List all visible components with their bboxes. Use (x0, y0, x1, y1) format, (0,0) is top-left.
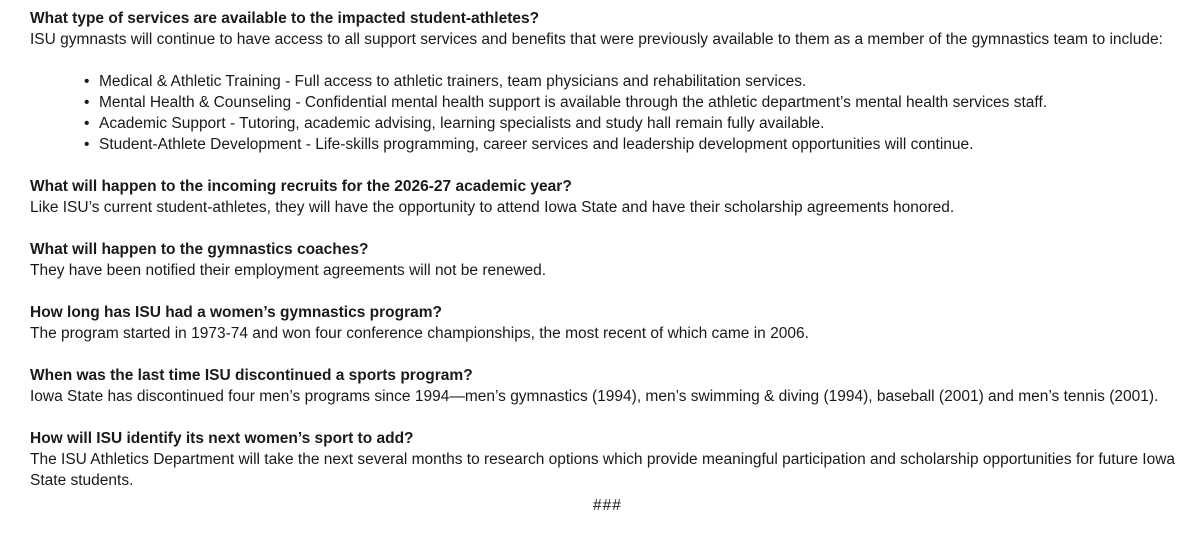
answer-next-sport: The ISU Athletics Department will take the next several months to research options which provide meaningful participation and scholarship opportunities for future Iowa State students. (30, 451, 1176, 489)
faq-item-next-sport (30, 428, 1200, 491)
list-item (84, 134, 1200, 155)
list-item (84, 92, 1200, 113)
bullet-icon: • (84, 136, 90, 153)
list-item (84, 71, 1200, 92)
answer-services: ISU gymnasts will continue to have access to all support services and benefits that were previously available to them as a member of the gymnastics team to include: (30, 31, 1163, 48)
answer-recruits: Like ISU’s current student-athletes, they will have the opportunity to attend Iowa State and have their scholarship agreements honored. (30, 199, 955, 216)
answer-coaches: They have been notified their employment agreements will not be renewed. (30, 262, 547, 279)
list-item-text: Student-Athlete Development - Life-skills programming, career services and leadership development opportunities will continue. (99, 136, 974, 153)
spacer (30, 281, 1200, 302)
question-next-sport: How will ISU identify its next women’s sport to add? (30, 430, 414, 447)
bullet-icon: • (84, 94, 90, 111)
question-coaches: What will happen to the gymnastics coaches? (30, 241, 369, 258)
faq-item-recruits (30, 176, 1200, 218)
list-item (84, 113, 1200, 134)
question-services: What type of services are available to the impacted student-athletes? (30, 10, 540, 27)
bullet-icon: • (84, 73, 90, 90)
faq-item-services (30, 8, 1200, 155)
question-program-history: How long has ISU had a women’s gymnastics program? (30, 304, 442, 321)
faq-item-coaches (30, 239, 1200, 281)
spacer (30, 344, 1200, 365)
list-item-text: Mental Health & Counseling - Confidential mental health support is available through the athletic department’s mental health services staff. (99, 94, 1048, 111)
spacer (30, 155, 1200, 176)
list-item-text: Academic Support - Tutoring, academic advising, learning specialists and study hall remain fully available. (99, 115, 825, 132)
answer-program-history: The program started in 1973-74 and won four conference championships, the most recent of which came in 2006. (30, 325, 809, 342)
question-discontinued: When was the last time ISU discontinued a sports program? (30, 367, 473, 384)
services-list (30, 71, 1200, 155)
spacer (30, 407, 1200, 428)
question-recruits: What will happen to the incoming recruits for the 2026-27 academic year? (30, 178, 572, 195)
answer-discontinued: Iowa State has discontinued four men’s programs since 1994—men’s gymnastics (1994), men’s swimming & diving (1994), baseball (2001) and men’s tennis (2001). (30, 388, 1159, 405)
bullet-icon: • (84, 115, 90, 132)
list-item-text: Medical & Athletic Training - Full access to athletic trainers, team physicians and rehabilitation services. (99, 73, 807, 90)
faq-item-program-history (30, 302, 1200, 344)
end-mark: ### (593, 497, 622, 514)
spacer (30, 218, 1200, 239)
faq-item-discontinued (30, 365, 1200, 407)
